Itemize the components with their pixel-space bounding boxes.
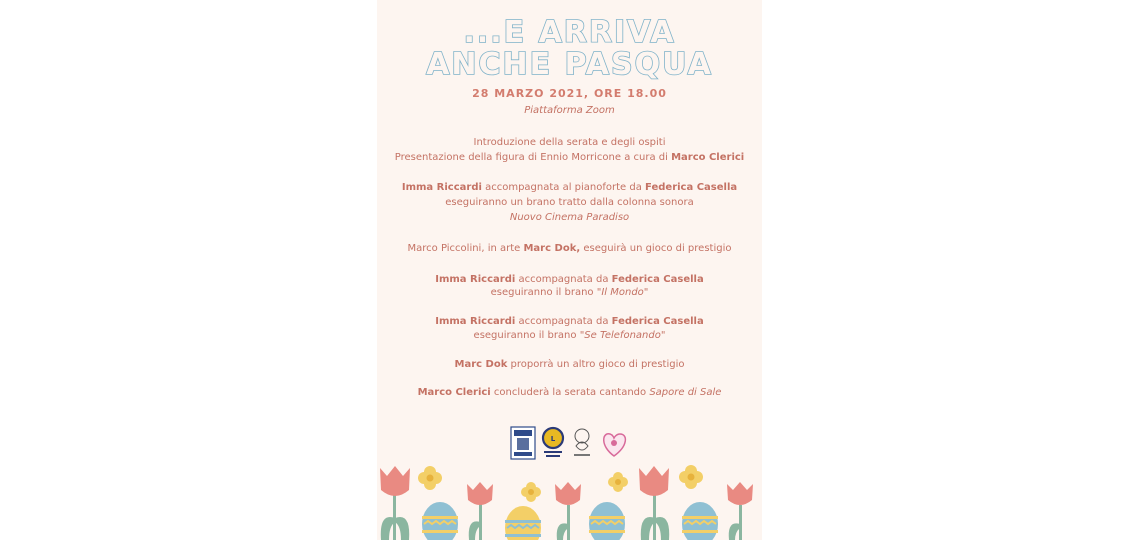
sponsor-logos xyxy=(510,426,630,460)
svg-text:L: L xyxy=(550,435,556,443)
tulip xyxy=(639,466,669,496)
egg xyxy=(589,502,625,540)
egg xyxy=(682,502,718,540)
title-line-2: ANCHE PASQUA xyxy=(426,47,713,82)
egg xyxy=(422,502,458,540)
event-date: 28 MARZO 2021, ORE 18.00 xyxy=(472,87,667,100)
program-block5: Marc Dok proporrà un altro gioco di prestigio xyxy=(454,359,685,370)
program-presentation: Presentazione della figura di Ennio Morricone a cura di Marco Clerici xyxy=(394,152,745,163)
tulip xyxy=(380,466,410,496)
program-block1-line1: Imma Riccardi accompagnata al pianoforte da Federica Casella xyxy=(401,182,738,193)
program-block1-line3: Nuovo Cinema Paradiso xyxy=(509,212,630,223)
egg xyxy=(505,506,541,540)
program-intro: Introduzione della serata e degli ospiti xyxy=(473,137,666,148)
lions-logo xyxy=(543,428,563,457)
title-line-1: ...E ARRIVA xyxy=(463,15,676,50)
tulip xyxy=(467,482,493,505)
tulip xyxy=(727,482,753,505)
association-logo xyxy=(574,429,590,456)
program-block6: Marco Clerici concluderà la serata cantando Sapore di Sale xyxy=(417,387,722,398)
tulip xyxy=(555,482,581,505)
easter-garden xyxy=(377,460,762,540)
program-block3-line1: Imma Riccardi accompagnata da Federica Casella xyxy=(435,274,704,285)
program-block4-line2: eseguiranno il brano "Se Telefonando" xyxy=(473,330,666,341)
heart-logo xyxy=(604,434,626,456)
club-crest-logo xyxy=(511,427,535,459)
program-block1-line2: eseguiranno un brano tratto dalla colonna sonora xyxy=(445,197,694,208)
poster xyxy=(377,0,762,540)
program-block3-line2: eseguiranno il brano "Il Mondo" xyxy=(490,287,649,298)
program-block4-line1: Imma Riccardi accompagnata da Federica Casella xyxy=(435,316,704,327)
program-block2: Marco Piccolini, in arte Marc Dok, eseguirà un gioco di prestigio xyxy=(407,243,732,254)
event-platform: Piattaforma Zoom xyxy=(524,105,615,116)
